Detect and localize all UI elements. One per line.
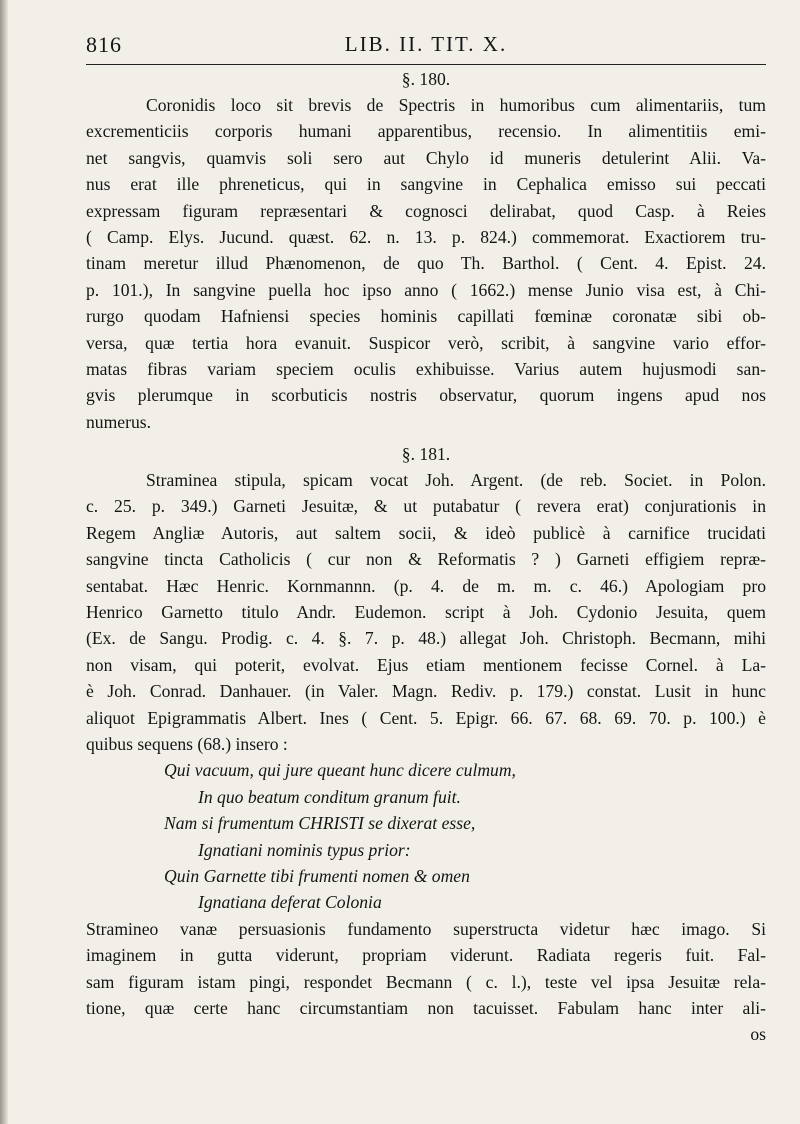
text-line: non visam, qui poterit, evolvat. Ejus etiam mentionem fecisse Cornel. à La- (86, 654, 766, 675)
section-181 (86, 441, 766, 757)
text-line: sangvine tincta Catholicis ( cur non & Reformatis ? ) Garneti effigiem repræ- (86, 549, 766, 570)
text-line: expressam figuram repræsentari & cognosci delirabat, quod Casp. à Reies (86, 200, 766, 221)
epigram-poem (86, 757, 766, 915)
text-line: quibus sequens (68.) insero : (86, 733, 288, 754)
header-rule (86, 64, 766, 65)
text-line: sentabat. Hæc Henric. Kornmannn. (p. 4. de m. m. c. 46.) Apologiam pro (86, 575, 766, 596)
section-heading: §. 181. (401, 444, 451, 465)
text-line: Straminea stipula, spicam vocat Joh. Argent. (de reb. Societ. in Polon. (146, 470, 766, 491)
text-line: nus erat ille phreneticus, qui in sangvine in Cephalica emisso sui peccati (86, 174, 766, 195)
section-180 (86, 66, 766, 435)
text-line: rurgo quodam Hafniensi species hominis capillati fœminæ coronatæ sibi ob- (86, 306, 766, 327)
text-line: matas fibras variam speciem oculis exhibuisse. Varius autem hujusmodi san- (86, 358, 766, 379)
poem-line: Qui vacuum, qui jure queant hunc dicere culmum, (164, 760, 516, 781)
text-line: tione, quæ certe hanc circumstantiam non tacuisset. Fabulam hanc inter ali- (86, 997, 766, 1018)
text-line: c. 25. p. 349.) Garneti Jesuitæ, & ut putabatur ( revera erat) conjurationis in (86, 496, 766, 517)
text-line: numerus. (86, 411, 151, 432)
text-line: gvis plerumque in scorbuticis nostris observatur, quorum ingens apud nos (86, 385, 766, 406)
page-number: 816 (86, 32, 122, 57)
poem-line: In quo beatum conditum granum fuit. (198, 786, 461, 807)
text-line: versa, quæ tertia hora evanuit. Suspicor verò, scribit, à sangvine vario effor- (86, 332, 766, 353)
poem-line: Ignatiani nominis typus prior: (198, 839, 411, 860)
poem-line: Nam si frumentum CHRISTI se dixerat esse, (164, 813, 476, 834)
text-line: Regem Angliæ Autoris, aut saltem socii, & ideò publicè à carnifice trucidati (86, 522, 766, 543)
poem-line: Quin Garnette tibi frumenti nomen & omen (164, 865, 470, 886)
poem-line: Ignatiana deferat Colonia (198, 892, 382, 913)
text-line: Henrico Garnetto titulo Andr. Eudemon. script à Joh. Cydonio Jesuita, quem (86, 602, 766, 623)
page-edge-shadow (0, 0, 8, 1124)
section-heading: §. 180. (401, 69, 451, 89)
text-line: excrementiciis corporis humani apparentibus, recensio. In alimentitiis emi- (86, 121, 766, 142)
text-line: p. 101.), In sangvine puella hoc ipso anno ( 1662.) mense Junio visa est, à Chi- (86, 279, 766, 300)
text-line: net sangvis, quamvis soli sero aut Chylo id muneris detulerint Alii. Va- (86, 147, 766, 168)
text-line: tinam meretur illud Phænomenon, de quo Th. Barthol. ( Cent. 4. Epist. 24. (86, 253, 766, 274)
text-line: aliquot Epigrammatis Albert. Ines ( Cent. 5. Epigr. 66. 67. 68. 69. 70. p. 100.) è (86, 707, 766, 728)
catchword: os (750, 1024, 766, 1045)
running-head: LIB. II. TIT. X. (344, 32, 508, 56)
text-line: è Joh. Conrad. Danhauer. (in Valer. Magn. Rediv. p. 179.) constat. Lusit in hunc (86, 681, 766, 702)
text-line: sam figuram istam pingi, respondet Becmann ( c. l.), teste vel ipsa Jesuitæ rela- (86, 971, 766, 992)
page-body (86, 66, 766, 1048)
text-line: Coronidis loco sit brevis de Spectris in humoribus cum alimentariis, tum (146, 95, 766, 115)
page-header (86, 32, 766, 62)
text-line: (Ex. de Sangu. Prodig. c. 4. §. 7. p. 48.) allegat Joh. Christoph. Becmann, mihi (86, 628, 766, 649)
text-line: imaginem in gutta viderunt, propriam viderunt. Radiata regeris fuit. Fal- (86, 945, 766, 966)
closing-paragraph (86, 916, 766, 1048)
text-line: Stramineo vanæ persuasionis fundamento superstructa videtur hæc imago. Si (86, 918, 766, 939)
text-line: ( Camp. Elys. Jucund. quæst. 62. n. 13. p. 824.) commemorat. Exactiorem tru- (86, 226, 766, 247)
